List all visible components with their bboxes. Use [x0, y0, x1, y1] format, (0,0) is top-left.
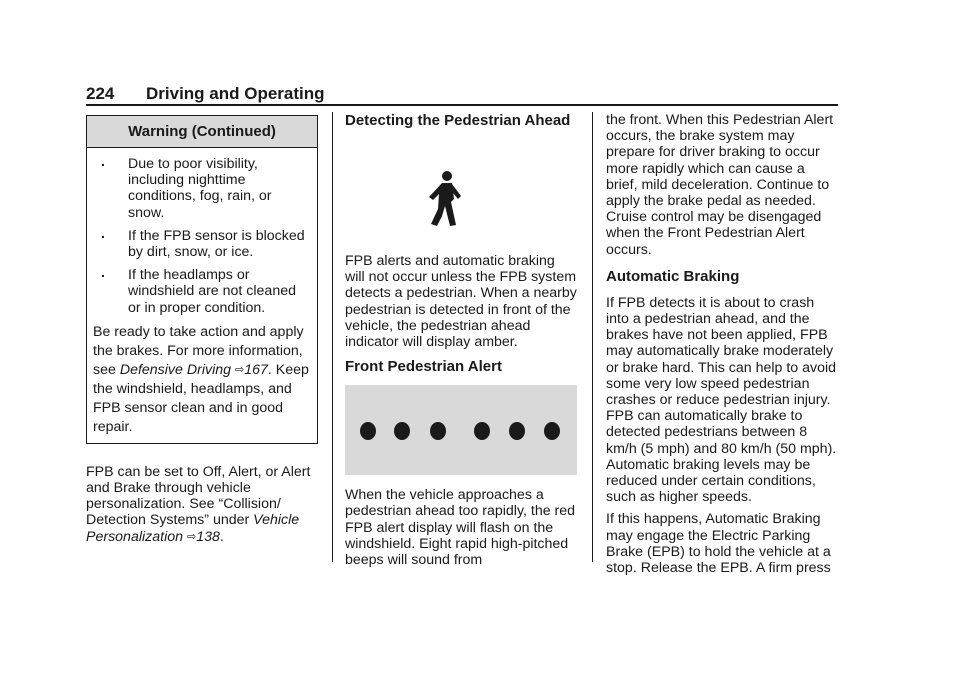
alert-dots-icon — [345, 385, 577, 475]
page-number: 224 — [86, 84, 115, 103]
alert-paragraph: When the vehicle approaches a pedestrian ahead too rapidly, the red FPB alert display will flash on the windshield. Eight rapid high-pitched beeps will sound from — [345, 487, 576, 569]
defensive-driving-link[interactable]: Defensive Driving — [119, 361, 232, 378]
page-reference[interactable]: 138 — [196, 528, 220, 545]
page-reference[interactable]: 167 — [244, 361, 268, 378]
heading-front-pedestrian-alert: Front Pedestrian Alert — [345, 358, 502, 376]
warning-bullet: . Due to poor visibility, including nighttime conditions, fog, rain, or snow. — [101, 154, 272, 221]
personalization-paragraph: FPB can be set to Off, Alert, or Alert and Brake through vehicle personalization. See “Collision/ Detection Systems” under Vehicle Personalization ⇨138. — [86, 463, 311, 545]
column-1 — [86, 112, 318, 551]
column-3 — [606, 112, 838, 582]
column-2 — [345, 112, 577, 574]
section-title: Driving and Operating — [146, 84, 325, 103]
page-header — [86, 84, 838, 104]
header-rule — [86, 104, 838, 106]
detecting-paragraph: FPB alerts and automatic braking will not occur unless the FPB system detects a pedestrian. When a nearby pedestrian is detected in front of the vehicle, the pedestrian ahead indicator will display amber. — [345, 253, 577, 351]
alert-continued-paragraph: the front. When this Pedestrian Alert occurs, the brake system may prepare for driver braking to occur more rapidly which can cause a brief, mild deceleration. Continue to apply the brake pedal as needed. Cruise control may be disengaged when the Front Pedestrian Alert occurs. — [606, 112, 834, 258]
epb-paragraph: If this happens, Automatic Braking may engage the Electric Parking Brake (EPB) to hold the vehicle at a stop. Release the EPB. A firm press — [606, 511, 831, 577]
column-divider — [332, 112, 333, 562]
vehicle-personalization-link[interactable]: Vehicle Personalization — [86, 512, 300, 545]
bullet-dot: . — [101, 225, 105, 242]
heading-detecting-pedestrian: Detecting the Pedestrian Ahead — [345, 112, 571, 129]
pedestrian-icon — [428, 169, 466, 227]
warning-bullet: . If the FPB sensor is blocked by dirt, snow, or ice. — [101, 225, 305, 261]
warning-paragraph: Be ready to take action and apply the brakes. For more information, see Defensive Driving ⇨167. Keep the windshield, headlamps, and FPB sensor clean and in good repair. — [93, 323, 309, 435]
alert-display-figure — [345, 385, 577, 475]
page-reference-arrow-icon: ⇨ — [186, 530, 197, 543]
bullet-dot: . — [101, 265, 105, 282]
bullet-dot: . — [101, 154, 105, 170]
warning-box — [86, 115, 318, 444]
pedestrian-indicator — [345, 135, 577, 253]
automatic-braking-paragraph: If FPB detects it is about to crash into a pedestrian ahead, and the brakes have not been applied, FPB may automatically brake moderately or brake hard. This can help to avoid some very low speed pedestrian crashes or reduce pedestrian injury. FPB can automatically brake to detected pedestrians between 8 km/h (5 mph) and 80 km/h (50 mph). Automatic braking levels may be reduced under certain conditions, such as higher speeds. — [606, 294, 837, 506]
warning-bullet: . If the headlamps or windshield are not cleaned or in proper condition. — [101, 265, 296, 316]
warning-title: Warning (Continued) — [87, 116, 317, 148]
column-divider — [592, 112, 593, 562]
page-reference-arrow-icon: ⇨ — [234, 363, 245, 376]
heading-automatic-braking: Automatic Braking — [606, 267, 740, 285]
